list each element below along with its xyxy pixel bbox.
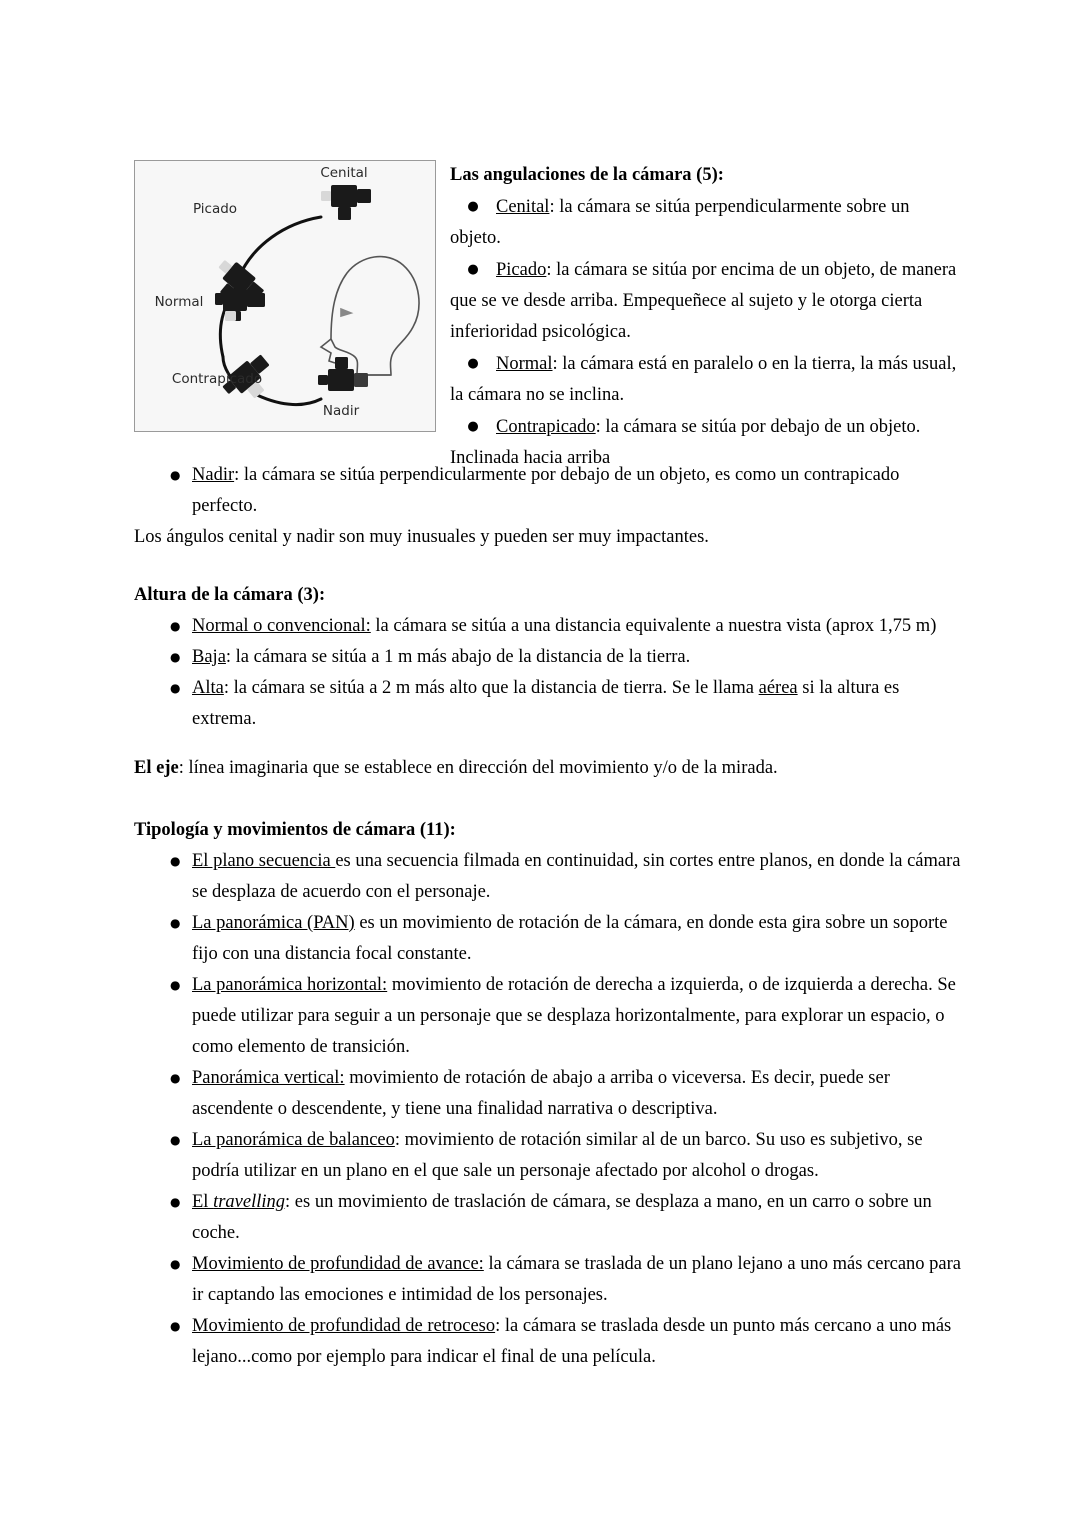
camera-icon-cenital [321,185,371,220]
angulaciones-closing: Los ángulos cenital y nadir son muy inusuales y pueden ser muy impactantes. [134,527,709,547]
term-el: El [192,1192,214,1212]
list-item-panoramica-balanceo [134,1125,962,1187]
arc-contrapicado-nadir [257,395,321,405]
list-item-plano-secuencia [134,846,962,908]
term-alta: Alta [192,678,224,698]
figure-label-contrapicado: Contrapicado [171,371,263,387]
list-item-picado [450,254,962,348]
body-normal: : la cámara está en paralelo o en la tierra, la más usual, la cámara no se inclina. [450,354,957,405]
term-aerea: aérea [758,678,798,698]
list-item-panoramica-vertical [134,1063,962,1125]
arc-cenital-picado [239,217,321,277]
body-cenital: : la cámara se sitúa perpendicularmente sobre un objeto. [450,197,910,248]
eje-paragraph [134,753,962,784]
body-normal-convencional: la cámara se sitúa a una distancia equivalente a nuestra vista (aprox 1,75 m) [370,616,937,636]
nadir-list [134,460,962,522]
list-item-profundidad-avance [134,1249,962,1311]
list-item-panoramica-pan [134,908,962,970]
body-profundidad-avance: la cámara se traslada de un plano lejano a uno más cercano para ir captando las emociones e intimidad de los personajes. [192,1254,961,1305]
body-alta-cont: si la altura es extrema. [192,678,900,729]
tipologia-section [134,815,962,1373]
top-section [134,160,962,474]
list-item-alta [134,673,962,735]
term-picado: Picado [496,260,547,280]
body-nadir: : la cámara se sitúa perpendicularmente por debajo de un objeto, es como un contrapicado perfecto. [192,465,900,516]
term-panoramica-pan: La panorámica (PAN) [192,913,355,933]
term-baja: Baja [192,647,226,667]
body-plano-secuencia: es una secuencia filmada en continuidad, sin cortes entre planos, en donde la cámara se desplaza de acuerdo con el personaje. [192,851,961,902]
figure-label-picado: Picado [192,201,238,217]
term-cenital: Cenital [496,197,550,217]
list-item-cenital [450,191,962,254]
altura-list [134,611,962,735]
figure-label-cenital: Cenital [320,165,368,181]
figure-label-nadir: Nadir [322,403,360,419]
heading-altura: Altura de la cámara (3): [134,585,326,605]
list-item-nadir [134,460,962,522]
heading-tipologia: Tipología y movimientos de cámara (11): [134,820,456,840]
body-panoramica-vertical: movimiento de rotación de abajo a arriba o viceversa. Es decir, puede ser ascendente o descendente, y tiene una finalidad narrativa o descriptiva. [192,1068,890,1119]
term-plano-secuencia: El plano secuencia [192,851,336,871]
term-panoramica-horizontal: La panorámica horizontal: [192,975,388,995]
bullet-icon: ● [467,356,479,371]
heading-angulaciones: Las angulaciones de la cámara (5): [450,165,724,185]
bullet-icon: ● [467,199,479,214]
list-item-baja [134,642,962,673]
term-profundidad-avance: Movimiento de profundidad de avance: [192,1254,484,1274]
eje-section [134,753,962,784]
term-panoramica-balanceo: La panorámica de balanceo [192,1130,395,1150]
term-contrapicado: Contrapicado [496,417,596,437]
body-panoramica-balanceo: : movimiento de rotación similar al de un barco. Su uso es subjetivo, se podría utilizar en un plano en el que sale un personaje afectado por alcohol o drogas. [192,1130,923,1181]
term-el-eje: El eje [134,758,179,778]
body-profundidad-retroceso: : la cámara se traslada desde un punto más cercano a uno más lejano...como por ejemplo para indicar el final de una película. [192,1316,952,1367]
camera-icon-nadir [318,357,368,391]
body-el-eje: : línea imaginaria que se establece en dirección del movimiento y/o de la mirada. [178,758,778,778]
body-alta: : la cámara se sitúa a 2 m más alto que la distancia de tierra. Se le llama [223,678,759,698]
list-item-profundidad-retroceso [134,1311,962,1373]
term-normal-convencional: Normal o convencional: [192,616,371,636]
body-panoramica-horizontal: movimiento de rotación de derecha a izquierda, o de izquierda a derecha. Se puede utilizar para seguir a un personaje que se desplaza horizontalmente, para explorar un espacio, o como elemento de transición. [192,975,956,1057]
list-item-normal [450,348,962,411]
term-travelling: travelling [213,1192,286,1212]
camera-angles-figure [134,160,436,432]
body-travelling: : es un movimiento de traslación de cámara, se desplaza a mano, en un carro o sobre un coche. [192,1192,932,1243]
term-profundidad-retroceso: Movimiento de profundidad de retroceso [192,1316,496,1336]
list-item-travelling [134,1187,962,1249]
term-nadir: Nadir [192,465,235,485]
tipologia-list [134,846,962,1373]
body-picado: : la cámara se sitúa por encima de un objeto, de manera que se ve desde arriba. Empequeñece al sujeto y le otorga cierta inferioridad psicológica. [450,260,957,342]
bullet-icon: ● [467,262,479,277]
figure-label-normal: Normal [154,294,204,310]
body-panoramica-pan: es un movimiento de rotación de la cámara, en donde esta gira sobre un soporte fijo con una distancia focal constante. [192,913,948,964]
body-baja: : la cámara se sitúa a 1 m más abajo de la distancia de la tierra. [225,647,691,667]
altura-section [134,580,962,735]
camera-angles-svg [135,161,435,431]
nadir-block [134,460,962,553]
list-item-panoramica-horizontal [134,970,962,1063]
angulaciones-text-column [450,160,962,474]
list-item-normal-convencional [134,611,962,642]
bullet-icon: ● [467,419,479,434]
term-panoramica-vertical: Panorámica vertical: [192,1068,345,1088]
body-contrapicado: : la cámara se sitúa por debajo de un objeto. Inclinada hacia arriba [450,417,921,468]
term-normal: Normal [496,354,553,374]
